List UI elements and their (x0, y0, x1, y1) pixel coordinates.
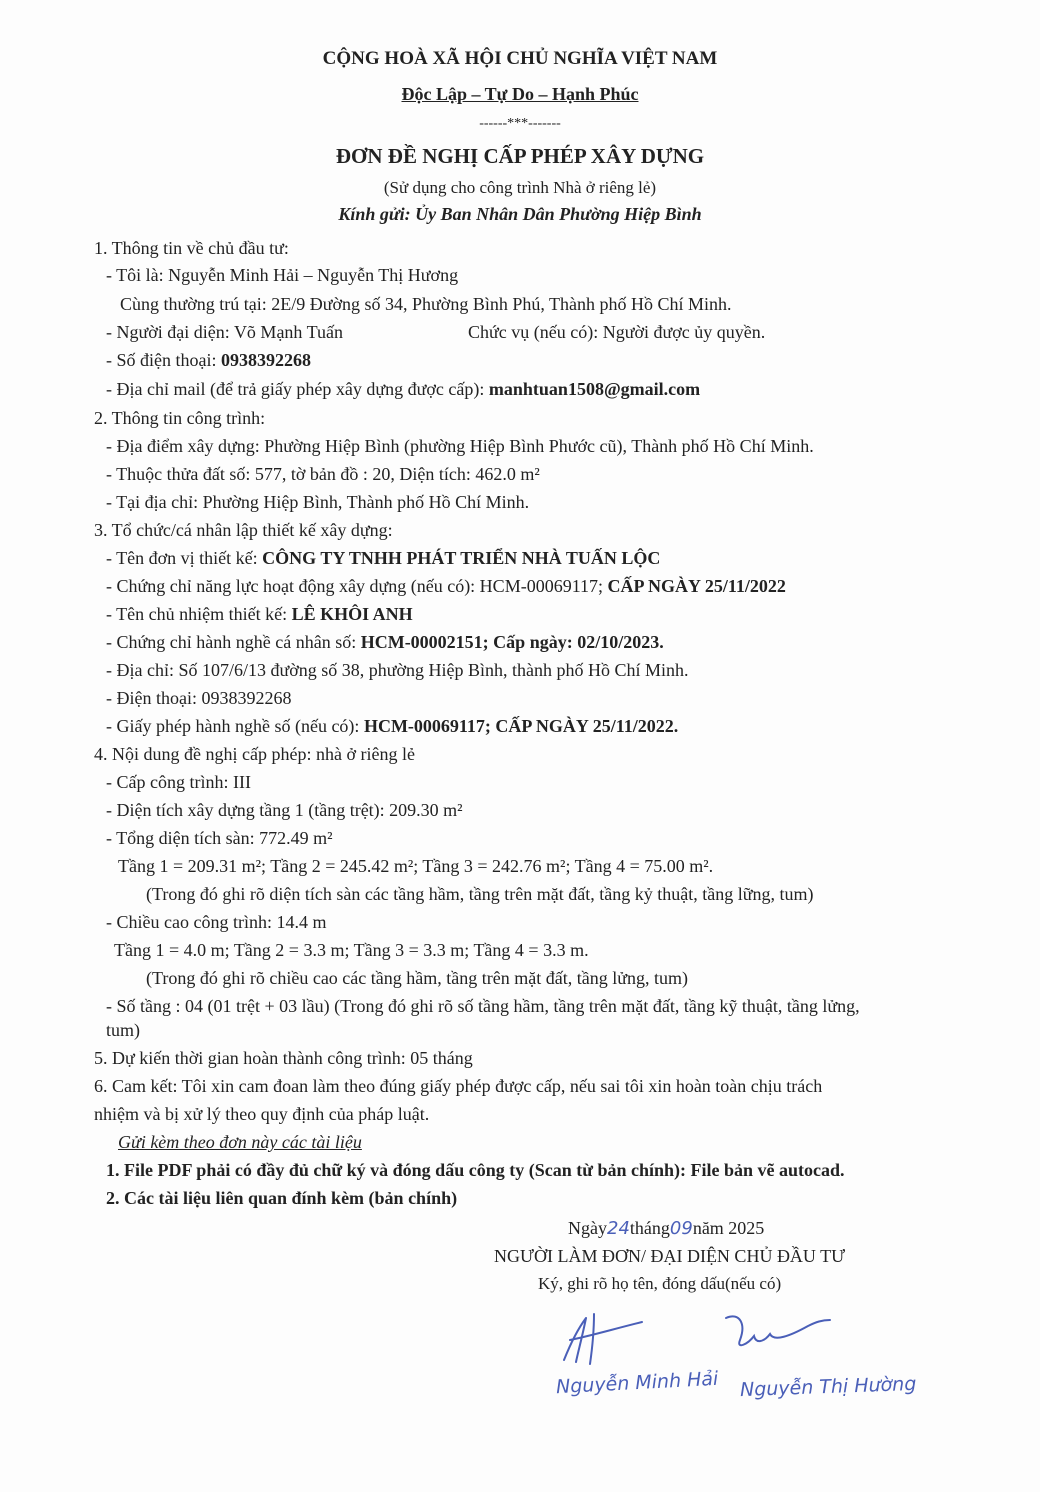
year-text: năm 2025 (692, 1218, 765, 1238)
phone-value: 0938392268 (221, 350, 311, 370)
handwritten-name-1: Nguyễn Minh Hải (555, 1367, 719, 1399)
owner-line (106, 263, 458, 287)
capacity-cert-label: - Chứng chỉ năng lực hoạt động xây dựng (nếu có): HCM-00069117; (106, 576, 604, 596)
owner-value: Nguyễn Minh Hải – Nguyễn Thị Hương (168, 265, 459, 285)
completion-time: 5. Dự kiến thời gian hoàn thành công trình: 05 tháng (94, 1048, 473, 1068)
commitment-line1: 6. Cam kết: Tôi xin cam đoan làm theo đúng giấy phép được cấp, nếu sai tôi xin hoàn toàn chịu trách (94, 1076, 823, 1096)
license-label: - Giấy phép hành nghề số (nếu có): (106, 716, 360, 736)
floor-heights: Tầng 1 = 4.0 m; Tầng 2 = 3.3 m; Tầng 3 = 3.3 m; Tầng 4 = 3.3 m. (114, 940, 589, 960)
phone-line (106, 348, 311, 372)
form-title: ĐƠN ĐỀ NGHỊ CẤP PHÉP XÂY DỰNG (335, 144, 705, 168)
section2-heading: 2. Thông tin công trình: (94, 408, 266, 428)
floor-count-line2: tum) (106, 1020, 140, 1040)
total-floor-area: - Tổng diện tích sàn: 772.49 m² (106, 828, 333, 848)
attachment-item-1: 1. File PDF phải có đầy đủ chữ ký và đóng dấu công ty (Scan từ bản chính): File bản vẽ autocad. (106, 1160, 845, 1180)
floor-areas: Tầng 1 = 209.31 m²; Tầng 2 = 245.42 m²; Tầng 3 = 242.76 m²; Tầng 4 = 75.00 m². (118, 856, 714, 876)
floor-count-line1: - Số tầng : 04 (01 trệt + 03 lầu) (Trong đó ghi rõ số tầng hầm, tầng trên mặt đất, tầng kỹ thuật, tầng lửng, (106, 996, 860, 1016)
email-line (106, 377, 700, 401)
designer-address: - Địa chỉ: Số 107/6/13 đường số 38, phường Hiệp Bình, thành phố Hồ Chí Minh. (106, 660, 689, 680)
construction-address: - Tại địa chỉ: Phường Hiệp Bình, Thành phố Hồ Chí Minh. (106, 492, 530, 512)
practice-cert-line (106, 630, 664, 654)
design-unit-line (106, 546, 660, 570)
construction-grade: - Cấp công trình: III (106, 772, 251, 792)
motto: Độc Lập – Tự Do – Hạnh Phúc (401, 84, 639, 104)
email-value: manhtuan1508@gmail.com (488, 379, 701, 399)
ground-floor-area: - Diện tích xây dựng tầng 1 (tầng trệt): 209.30 m² (106, 800, 463, 820)
commitment-line2: nhiệm và bị xử lý theo quy định của pháp luật. (94, 1104, 430, 1124)
form-subtitle: (Sử dụng cho công trình Nhà ở riêng lẻ) (383, 178, 657, 197)
practice-cert-label: - Chứng chỉ hành nghề cá nhân số: (106, 632, 357, 652)
signing-date (568, 1216, 764, 1241)
handwritten-name-2: Nguyễn Thị Hường (739, 1372, 917, 1402)
rep-label: - Người đại diện: (106, 322, 230, 342)
handwritten-month: 09 (669, 1218, 693, 1239)
signature-strokes (550, 1300, 970, 1420)
section1-heading: 1. Thông tin về chủ đầu tư: (94, 238, 289, 258)
designer-phone: - Điện thoại: 0938392268 (106, 688, 292, 708)
capacity-cert-line (106, 574, 786, 598)
email-label: - Địa chỉ mail (để trả giấy phép xây dựng được cấp): (106, 379, 485, 399)
attachment-item-2: 2. Các tài liệu liên quan đính kèm (bản chính) (106, 1188, 458, 1208)
land-parcel: - Thuộc thửa đất số: 577, tờ bản đồ : 20, Diện tích: 462.0 m² (106, 464, 540, 484)
section4-heading: 4. Nội dung đề nghị cấp phép: nhà ở riêng lẻ (94, 744, 415, 764)
separator: ------***------- (479, 116, 561, 131)
practice-cert-value: HCM-00002151; Cấp ngày: 02/10/2023. (360, 632, 664, 652)
recipient: Kính gửi: Ủy Ban Nhân Dân Phường Hiệp Bình (338, 204, 702, 224)
design-unit-label: - Tên đơn vị thiết kế: (106, 548, 258, 568)
handwritten-day: 24 (607, 1218, 630, 1239)
capacity-cert-value: CẤP NGÀY 25/11/2022 (607, 576, 786, 596)
license-line (106, 714, 678, 738)
building-height: - Chiều cao công trình: 14.4 m (106, 912, 327, 932)
attachments-heading: Gửi kèm theo đơn này các tài liệu (118, 1132, 362, 1152)
signature-2-stroke (726, 1316, 830, 1345)
position-line: Chức vụ (nếu có): Người được ủy quyền. (468, 322, 766, 342)
chief-designer-label: - Tên chủ nhiệm thiết kế: (106, 604, 288, 624)
signature-1-stroke (564, 1314, 642, 1364)
date-prefix: Ngày (568, 1218, 607, 1238)
floor-areas-note: (Trong đó ghi rõ diện tích sàn các tầng hầm, tầng trên mặt đất, tầng kỷ thuật, tầng lững, tum) (146, 884, 814, 904)
nation-header: CỘNG HOÀ XÃ HỘI CHỦ NGHĨA VIỆT NAM (322, 48, 718, 69)
month-word: tháng (629, 1218, 670, 1238)
chief-designer-value: LÊ KHÔI ANH (291, 604, 413, 624)
chief-designer-line (106, 602, 413, 626)
representative-line (106, 320, 343, 344)
owner-label: - Tôi là: (106, 265, 164, 285)
construction-location: - Địa điểm xây dựng: Phường Hiệp Bình (phường Hiệp Bình Phước cũ), Thành phố Hồ Chí Minh. (106, 436, 814, 456)
owner-address: Cùng thường trú tại: 2E/9 Đường số 34, Phường Bình Phú, Thành phố Hồ Chí Minh. (120, 294, 732, 314)
rep-value: Võ Mạnh Tuấn (233, 322, 343, 342)
phone-label: - Số điện thoại: (106, 350, 217, 370)
design-unit-value: CÔNG TY TNHH PHÁT TRIỂN NHÀ TUẤN LỘC (262, 548, 661, 568)
license-value: HCM-00069117; CẤP NGÀY 25/11/2022. (363, 716, 679, 736)
section3-heading: 3. Tổ chức/cá nhân lập thiết kế xây dựng: (94, 520, 393, 540)
floor-heights-note: (Trong đó ghi rõ chiều cao các tầng hầm, tầng trên mặt đất, tầng lửng, tum) (146, 968, 688, 988)
applicant-role: NGƯỜI LÀM ĐƠN/ ĐẠI DIỆN CHỦ ĐẦU TƯ (494, 1246, 846, 1266)
signature-instruction: Ký, ghi rõ họ tên, đóng dấu(nếu có) (538, 1274, 782, 1293)
